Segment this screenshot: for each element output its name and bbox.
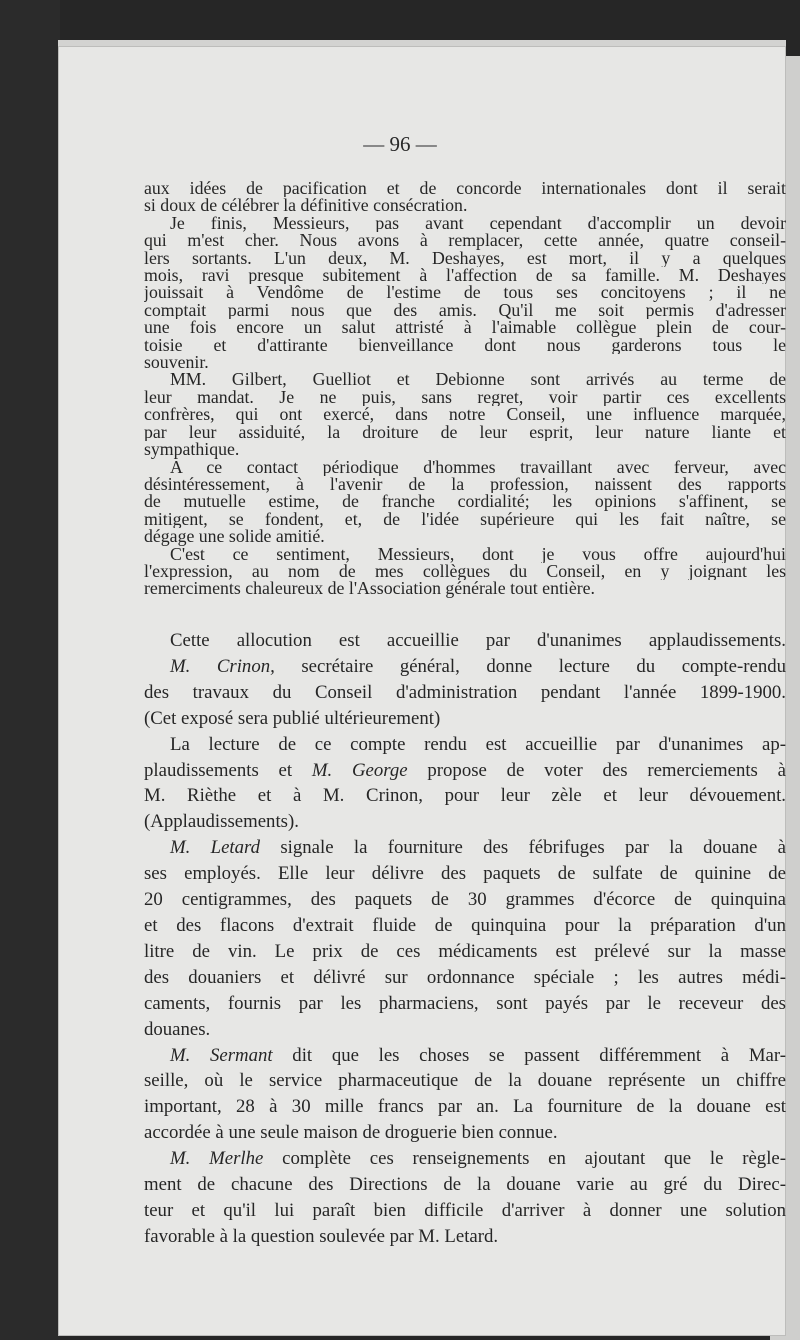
text-line — [144, 180, 786, 197]
text-line — [144, 732, 786, 758]
text-line — [144, 965, 786, 991]
line-text: confrères, qui ont exercé, dans notre Conseil, une influence marquée, — [144, 406, 786, 424]
line-text: La lecture de ce compte rendu est accueillie par d'unanimes ap- — [170, 733, 786, 755]
text-line — [144, 267, 786, 284]
text-line — [144, 835, 786, 861]
text-line — [144, 406, 786, 423]
text-line — [144, 939, 786, 965]
line-text: C'est ce sentiment, Messieurs, dont je vous offre aujourd'hui — [170, 545, 786, 563]
text-line — [144, 389, 786, 406]
line-text: dégage une solide amitié. — [144, 528, 325, 546]
text-line — [144, 654, 786, 680]
line-text: aux idées de pacification et de concorde internationales dont il serait — [144, 180, 786, 198]
line-text: Cette allocution est accueillie par d'unanimes applaudissements. — [170, 630, 786, 651]
speaker-name: M. Merlhe — [170, 1148, 264, 1170]
text-block-speech — [144, 180, 786, 598]
text-line — [144, 1094, 786, 1120]
line-text: Je finis, Messieurs, pas avant cependant d'accomplir un devoir — [170, 214, 786, 233]
text-line — [144, 580, 786, 597]
text-line — [144, 1043, 786, 1069]
text-line — [144, 1198, 786, 1224]
text-line — [144, 215, 786, 232]
speaker-name: M. Sermant — [170, 1044, 273, 1066]
text-line — [144, 680, 786, 706]
text-line — [144, 1017, 786, 1043]
page-number: — 96 — — [363, 132, 437, 156]
line-text: ment de chacune des Directions de la douane varie au gré du Direc- — [144, 1174, 786, 1196]
line-text: (Applaudissements). — [144, 811, 299, 833]
line-text: remerciments chaleureux de l'Association générale tout entière. — [144, 580, 595, 598]
text-line — [144, 1224, 786, 1250]
text-line — [144, 1172, 786, 1198]
text-line — [144, 1146, 786, 1172]
line-text: ses employés. Elle leur délivre des paquets de sulfate de quinine de — [144, 863, 786, 885]
text-line — [144, 232, 786, 249]
line-text: souvenir. — [144, 354, 209, 372]
line-text: important, 28 à 30 mille francs par an. La fourniture de la douane est — [144, 1096, 786, 1118]
text-line — [144, 476, 786, 493]
text-line — [144, 528, 786, 545]
text-block-minutes — [144, 628, 786, 1250]
text-line — [144, 809, 786, 835]
text-line — [144, 319, 786, 336]
line-text: l'expression, au nom de mes collègues du Conseil, en y joignant les — [144, 562, 786, 581]
text-line — [144, 861, 786, 887]
text-line — [144, 1120, 786, 1146]
line-text: lers sortants. L'un deux, M. Deshayes, est mort, il y a quelques — [144, 249, 786, 268]
text-line — [144, 991, 786, 1017]
line-text: M. Rièthe et à M. Crinon, pour leur zèle et leur dévouement. — [144, 785, 786, 807]
text-line — [144, 424, 786, 441]
speaker-name: M. George — [311, 759, 408, 781]
line-text: des douaniers et délivré sur ordonnance spéciale ; les autres médi- — [144, 966, 786, 988]
line-text: (Cet exposé sera publié ultérieurement) — [144, 707, 441, 729]
text-line — [144, 441, 786, 458]
text-line — [144, 1068, 786, 1094]
text-line — [144, 913, 786, 939]
line-text: toisie et d'attirante bienveillance dont nous garderons tous le — [144, 336, 786, 355]
text-line — [144, 511, 786, 528]
line-text: secrétaire général, donne lecture du compte-rendu — [274, 655, 786, 677]
text-line — [144, 546, 786, 563]
text-line — [144, 628, 786, 654]
line-text: si doux de célébrer la définitive consécration. — [144, 197, 468, 215]
speaker-name: M. Letard — [170, 837, 261, 859]
text-line — [144, 197, 786, 214]
line-text: signale la fourniture des fébrifuges par la douane à — [260, 837, 786, 859]
line-text: de mutuelle estime, de franche cordialité; les opinions s'affinent, se — [144, 493, 786, 511]
text-line — [144, 783, 786, 809]
line-text: dit que les choses se passent différemment à Mar- — [272, 1044, 786, 1066]
text-line — [144, 887, 786, 913]
line-text: par leur assiduité, la droiture de leur esprit, leur nature liante et — [144, 423, 786, 442]
line-text: 20 centigrammes, des paquets de 30 grammes d'écorce de quinquina — [144, 889, 786, 911]
line-text: mois, ravi presque subitement à l'affection de sa famille. M. Deshayes — [144, 267, 786, 285]
text-line — [144, 250, 786, 267]
text-line — [144, 354, 786, 371]
line-text: propose de voter des remerciements à — [407, 759, 786, 781]
line-text: A ce contact périodique d'hommes travaillant avec ferveur, avec — [170, 458, 786, 476]
text-line — [144, 284, 786, 301]
text-line — [144, 302, 786, 319]
line-text: MM. Gilbert, Guelliot et Debionne sont arrivés au terme de — [170, 371, 786, 389]
text-line — [144, 563, 786, 580]
line-text: et des flacons d'extrait fluide de quinquina pour la préparation d'un — [144, 914, 786, 936]
scan-background — [0, 0, 60, 1340]
text-line — [144, 493, 786, 510]
line-text: mitigent, se fondent, et, de l'idée supérieure qui les fait naître, se — [144, 510, 786, 529]
line-text: favorable à la question soulevée par M. Letard. — [144, 1225, 499, 1247]
line-text: douanes. — [144, 1018, 211, 1040]
text-line — [144, 459, 786, 476]
text-line — [144, 337, 786, 354]
line-text: une fois encore un salut attristé à l'aimable collègue plein de cour- — [144, 319, 786, 337]
line-text: accordée à une seule maison de droguerie bien connue. — [144, 1122, 558, 1144]
line-text: comptait parmi nous que des amis. Qu'il me soit permis d'adresser — [144, 301, 786, 320]
line-text: leur mandat. Je ne puis, sans regret, voir partir ces excellents — [144, 388, 786, 407]
line-text: litre de vin. Le prix de ces médicaments est prélevé sur la masse — [144, 940, 786, 962]
text-line — [144, 758, 786, 784]
text-line — [144, 371, 786, 388]
line-text: teur et qu'il lui paraît bien difficile d'arriver à donner une solution — [144, 1199, 786, 1221]
line-text: jouissait à Vendôme de l'estime de tous ses concitoyens ; il ne — [144, 284, 786, 302]
line-text: des travaux du Conseil d'administration pendant l'année 1899-1900. — [144, 681, 786, 703]
text-line — [144, 706, 786, 732]
line-text: complète ces renseignements en ajoutant que le règle- — [263, 1148, 786, 1170]
line-text: sympathique. — [144, 441, 240, 459]
speaker-name: M. Crinon, — [170, 655, 275, 677]
line-text: caments, fournis par les pharmaciens, sont payés par le receveur des — [144, 992, 786, 1014]
line-text: désintéressement, à l'avenir de la profession, naissent des rapports — [144, 475, 786, 494]
line-text-pre: plaudissements et — [144, 759, 312, 781]
line-text: qui m'est cher. Nous avons à remplacer, cette année, quatre conseil- — [144, 232, 786, 250]
line-text: seille, où le service pharmaceutique de la douane représente un chiffre — [144, 1070, 786, 1092]
